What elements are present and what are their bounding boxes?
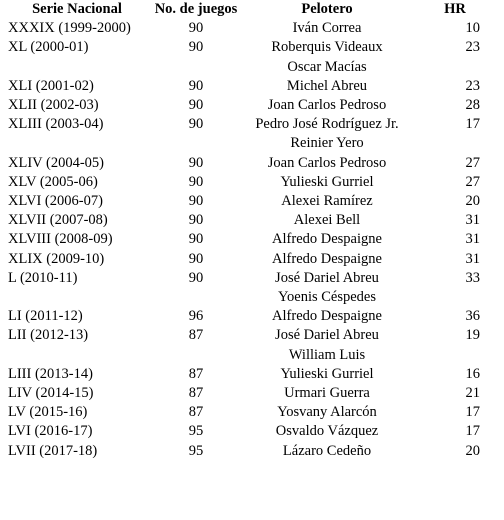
cell-juegos: 90 (188, 39, 204, 56)
cell-pelotero (244, 403, 410, 422)
cell-serie: XLV (2005-06) (8, 173, 98, 190)
table-row (6, 192, 480, 211)
cell-hr: 16 (465, 365, 480, 382)
cell-serie: LV (2015-16) (8, 404, 88, 421)
cell-serie: XXXIX (1999-2000) (8, 20, 131, 37)
player-name: Yoenis Céspedes (277, 289, 377, 306)
cell-juegos: 90 (188, 193, 204, 210)
table-row (6, 403, 480, 422)
player-name: Lázaro Cedeño (282, 442, 372, 459)
table-row (6, 326, 480, 364)
cell-hr: 21 (465, 385, 480, 402)
cell-hr: 27 (465, 154, 480, 171)
table-row (6, 173, 480, 192)
cell-serie: LI (2011-12) (8, 308, 83, 325)
cell-serie: XLIII (2003-04) (8, 116, 104, 133)
cell-serie: XLIV (2004-05) (8, 154, 104, 171)
cell-juegos: 90 (188, 212, 204, 229)
player-name: Alfredo Despaigne (272, 250, 382, 267)
cell-juegos: 87 (188, 365, 204, 382)
table-row (6, 77, 480, 96)
cell-juegos: 96 (188, 308, 204, 325)
cell-pelotero (244, 269, 410, 307)
cell-serie: LII (2012-13) (8, 327, 89, 344)
cell-pelotero (244, 442, 410, 461)
player-name: Alfredo Despaigne (272, 308, 382, 325)
player-name: Urmari Guerra (284, 385, 370, 402)
player-name: Roberquis Videaux (271, 39, 383, 56)
table-row (6, 384, 480, 403)
table-body (6, 19, 480, 461)
cell-hr: 23 (465, 77, 480, 94)
cell-hr: 28 (465, 97, 480, 114)
cell-serie: XLVI (2006-07) (8, 193, 103, 210)
cell-serie: LIV (2014-15) (8, 385, 94, 402)
player-name: Osvaldo Vázquez (275, 423, 379, 440)
cell-juegos: 90 (188, 173, 204, 190)
cell-juegos: 95 (188, 442, 204, 459)
cell-hr: 33 (465, 269, 480, 286)
cell-pelotero (244, 326, 410, 364)
table-row (6, 365, 480, 384)
player-name: José Dariel Abreu (275, 269, 379, 286)
player-name: Alexei Ramírez (281, 193, 373, 210)
cell-pelotero (244, 154, 410, 173)
table-row (6, 307, 480, 326)
player-name: Reinier Yero (290, 135, 364, 152)
cell-pelotero (244, 77, 410, 96)
player-name: Iván Correa (292, 20, 362, 37)
table-row (6, 422, 480, 441)
cell-hr: 17 (465, 116, 480, 133)
cell-hr: 20 (465, 193, 480, 210)
table-row (6, 250, 480, 269)
cell-pelotero (244, 422, 410, 441)
cell-juegos: 90 (188, 154, 204, 171)
player-name: Pedro José Rodríguez Jr. (255, 116, 399, 133)
player-name: Joan Carlos Pedroso (267, 154, 387, 171)
table-row (6, 442, 480, 461)
cell-juegos: 95 (188, 423, 204, 440)
cell-pelotero (244, 250, 410, 269)
table-row (6, 96, 480, 115)
table-row (6, 211, 480, 230)
cell-pelotero (244, 115, 410, 153)
cell-pelotero (244, 173, 410, 192)
table-row (6, 230, 480, 249)
cell-juegos: 87 (188, 327, 204, 344)
cell-juegos: 90 (188, 116, 204, 133)
cell-juegos: 90 (188, 231, 204, 248)
cell-hr: 17 (465, 423, 480, 440)
cell-hr: 23 (465, 39, 480, 56)
cell-pelotero (244, 96, 410, 115)
cell-serie: XLIX (2009-10) (8, 250, 105, 267)
cell-juegos: 90 (188, 250, 204, 267)
cell-serie: XLI (2001-02) (8, 77, 94, 94)
player-name: José Dariel Abreu (275, 327, 379, 344)
player-name: Alexei Bell (293, 212, 361, 229)
cell-pelotero (244, 19, 410, 38)
cell-hr: 27 (465, 173, 480, 190)
cell-hr: 36 (465, 308, 480, 325)
player-name: Yosvany Alarcón (277, 404, 377, 421)
cell-serie: XLVIII (2008-09) (8, 231, 113, 248)
cell-hr: 31 (465, 231, 480, 248)
table-row (6, 19, 480, 38)
player-name: Yulieski Gurriel (280, 365, 374, 382)
table-row (6, 38, 480, 76)
cell-juegos: 87 (188, 385, 204, 402)
header-no-de-juegos: No. de juegos (154, 1, 238, 17)
header-hr: HR (444, 1, 466, 17)
player-name: Oscar Macías (287, 58, 367, 75)
cell-hr: 20 (465, 442, 480, 459)
cell-juegos: 87 (188, 404, 204, 421)
cell-hr: 17 (465, 404, 480, 421)
header-serie-nacional: Serie Nacional (32, 1, 122, 17)
cell-serie: LVI (2016-17) (8, 423, 93, 440)
cell-serie: LIII (2013-14) (8, 365, 93, 382)
cell-pelotero (244, 384, 410, 403)
cell-juegos: 90 (188, 77, 204, 94)
cell-pelotero (244, 230, 410, 249)
player-name: William Luis (288, 346, 366, 363)
player-name: Michel Abreu (286, 77, 368, 94)
cell-serie: LVII (2017-18) (8, 442, 98, 459)
table-row (6, 115, 480, 153)
table-row (6, 154, 480, 173)
cell-pelotero (244, 307, 410, 326)
cell-pelotero (244, 211, 410, 230)
player-name: Joan Carlos Pedroso (267, 97, 387, 114)
table-row (6, 269, 480, 307)
cell-juegos: 90 (188, 20, 204, 37)
cell-pelotero (244, 192, 410, 211)
cell-hr: 19 (465, 327, 480, 344)
cell-pelotero (244, 365, 410, 384)
cell-serie: L (2010-11) (8, 269, 78, 286)
table-header-row (6, 0, 480, 19)
home-run-leaders-table (6, 0, 480, 461)
player-name: Yulieski Gurriel (280, 173, 374, 190)
cell-serie: XLVII (2007-08) (8, 212, 108, 229)
player-name: Alfredo Despaigne (272, 231, 382, 248)
cell-hr: 31 (465, 212, 480, 229)
cell-juegos: 90 (188, 97, 204, 114)
cell-juegos: 90 (188, 269, 204, 286)
cell-serie: XL (2000-01) (8, 39, 89, 56)
header-pelotero: Pelotero (301, 1, 353, 17)
cell-serie: XLII (2002-03) (8, 97, 99, 114)
cell-pelotero (244, 38, 410, 76)
cell-hr: 10 (465, 20, 480, 37)
cell-hr: 31 (465, 250, 480, 267)
